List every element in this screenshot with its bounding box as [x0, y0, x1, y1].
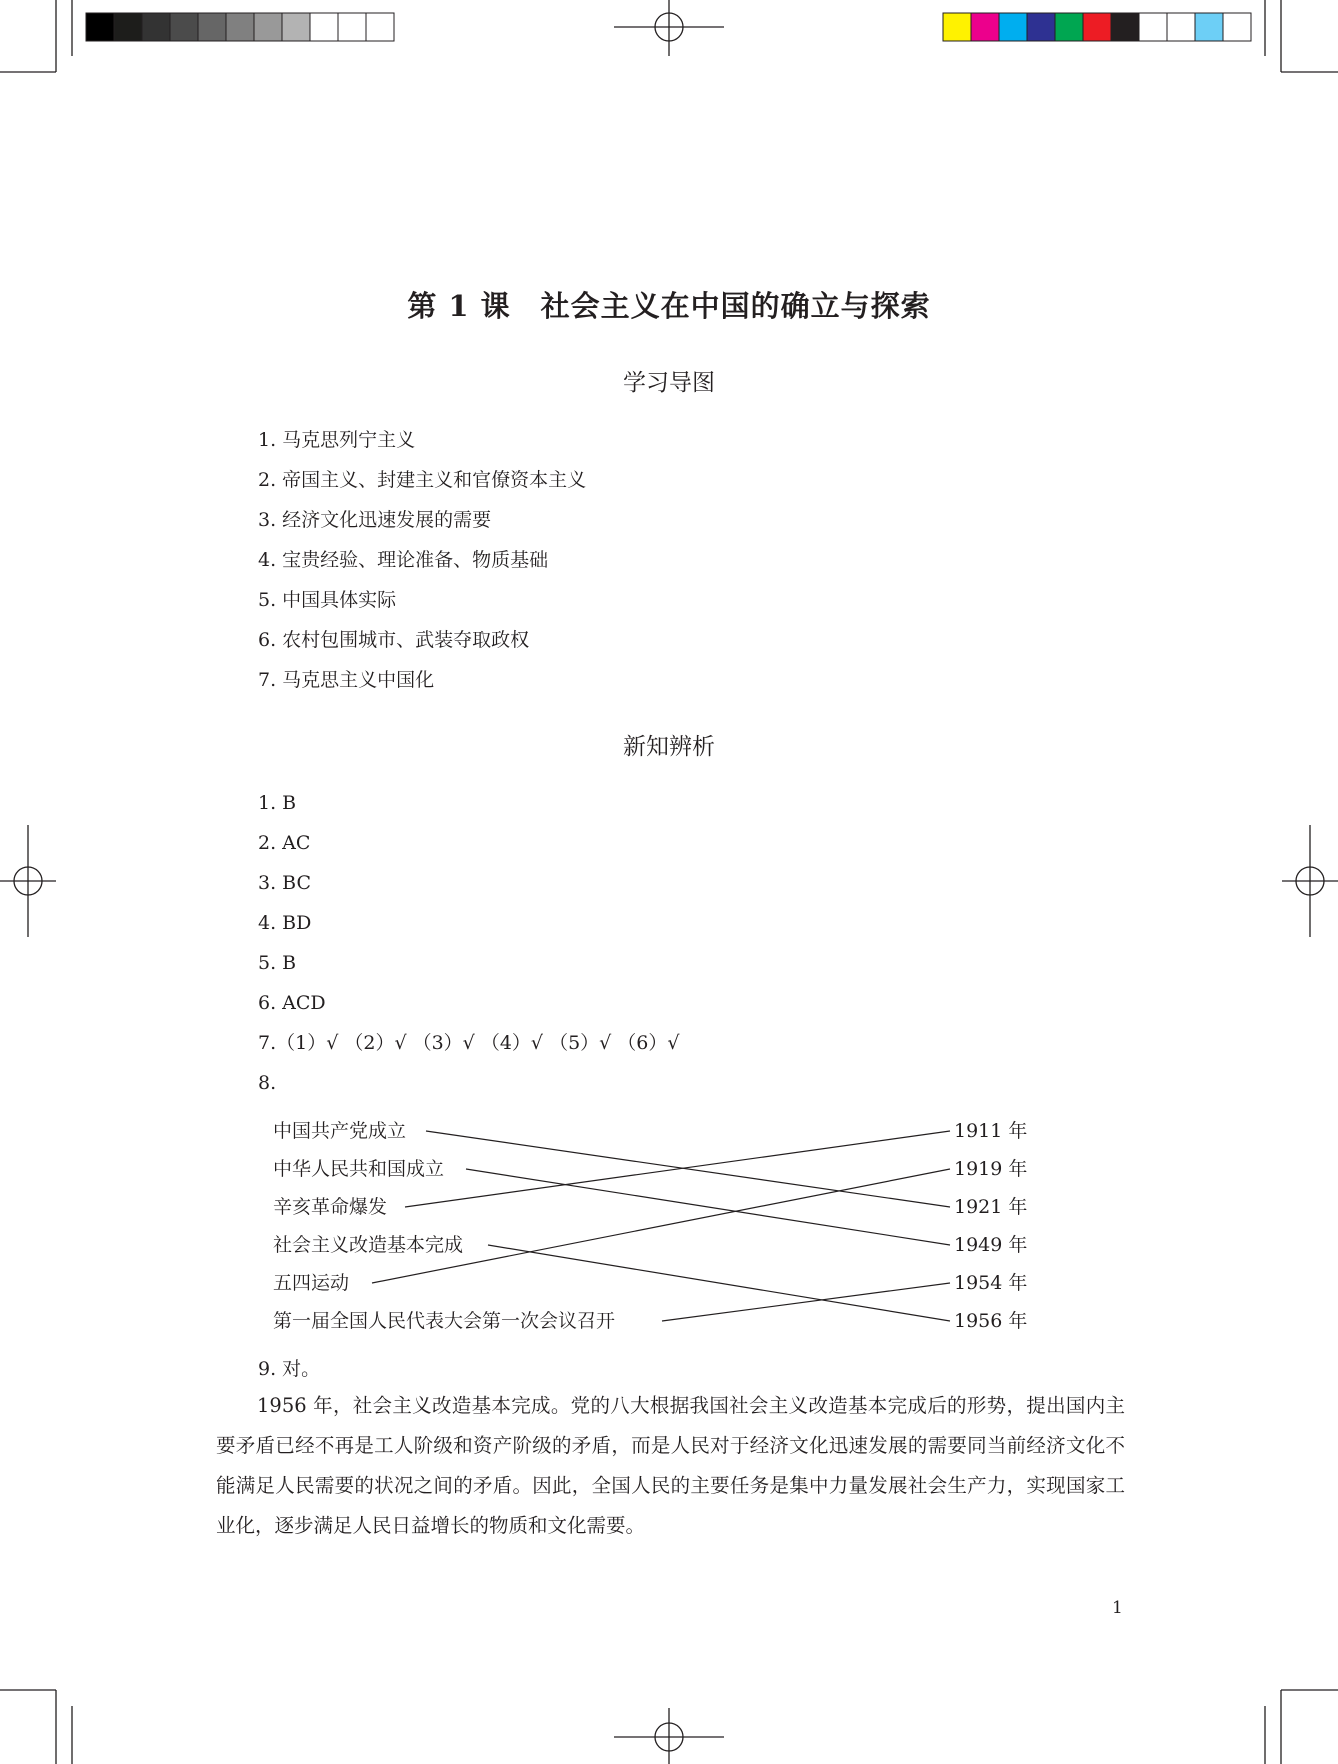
- match-year-label: 1919 年: [954, 1158, 1028, 1180]
- answer-item: 6. ACD: [258, 992, 326, 1014]
- answer-paragraph: 1956 年，社会主义改造基本完成。党的八大根据我国社会主义改造基本完成后的形势，提出国内主要矛盾已经不再是工人阶级和资产阶级的矛盾，而是人民对于经济文化迅速发展的需要同当前经济文化不能满足人民需要的状况之间的矛盾。因此，全国人民的主要任务是集中力量发展社会生产力，实现国家工业化，逐步满足人民日益增长的物质和文化需要。: [216, 1394, 1125, 1537]
- study-map-item: 5. 中国具体实际: [258, 589, 397, 611]
- answer-item: 3. BC: [258, 872, 312, 894]
- match-line: [372, 1169, 950, 1283]
- answer-item: 1. B: [258, 792, 297, 814]
- answer-item: 7.（1）√ （2）√ （3）√ （4）√ （5）√ （6）√: [258, 1032, 680, 1054]
- study-map-item: 2. 帝国主义、封建主义和官僚资本主义: [258, 469, 587, 491]
- match-event-label: 五四运动: [273, 1272, 350, 1294]
- study-map-item: 7. 马克思主义中国化: [258, 669, 435, 691]
- match-line: [662, 1283, 950, 1321]
- study-map-item: 4. 宝贵经验、理论准备、物质基础: [258, 549, 549, 571]
- match-year-label: 1954 年: [954, 1272, 1028, 1294]
- answer-item: 2. AC: [258, 832, 311, 854]
- match-event-label: 社会主义改造基本完成: [273, 1234, 464, 1256]
- answer-item: 9. 对。: [258, 1358, 321, 1380]
- lesson-title: 第 1 课 社会主义在中国的确立与探索: [407, 289, 931, 323]
- match-event-label: 第一届全国人民代表大会第一次会议召开: [273, 1310, 616, 1332]
- answer-item: 4. BD: [258, 912, 312, 934]
- match-year-label: 1921 年: [954, 1196, 1028, 1218]
- study-map-item: 6. 农村包围城市、武装夺取政权: [258, 629, 530, 651]
- match-year-label: 1949 年: [954, 1234, 1028, 1256]
- match-event-label: 辛亥革命爆发: [273, 1196, 388, 1218]
- match-line: [466, 1169, 950, 1245]
- page-number: 1: [1112, 1598, 1123, 1618]
- study-map-item: 1. 马克思列宁主义: [258, 429, 416, 451]
- answer-item: 5. B: [258, 952, 297, 974]
- match-line: [488, 1245, 950, 1321]
- section-heading-new-knowledge: 新知辨析: [623, 734, 715, 760]
- match-year-label: 1956 年: [954, 1310, 1028, 1332]
- answer-item: 8.: [258, 1072, 277, 1094]
- match-year-label: 1911 年: [954, 1120, 1028, 1142]
- section-heading-study-map: 学习导图: [623, 370, 715, 396]
- study-map-item: 3. 经济文化迅速发展的需要: [258, 509, 492, 531]
- match-event-label: 中华人民共和国成立: [273, 1158, 445, 1180]
- match-event-label: 中国共产党成立: [273, 1120, 407, 1142]
